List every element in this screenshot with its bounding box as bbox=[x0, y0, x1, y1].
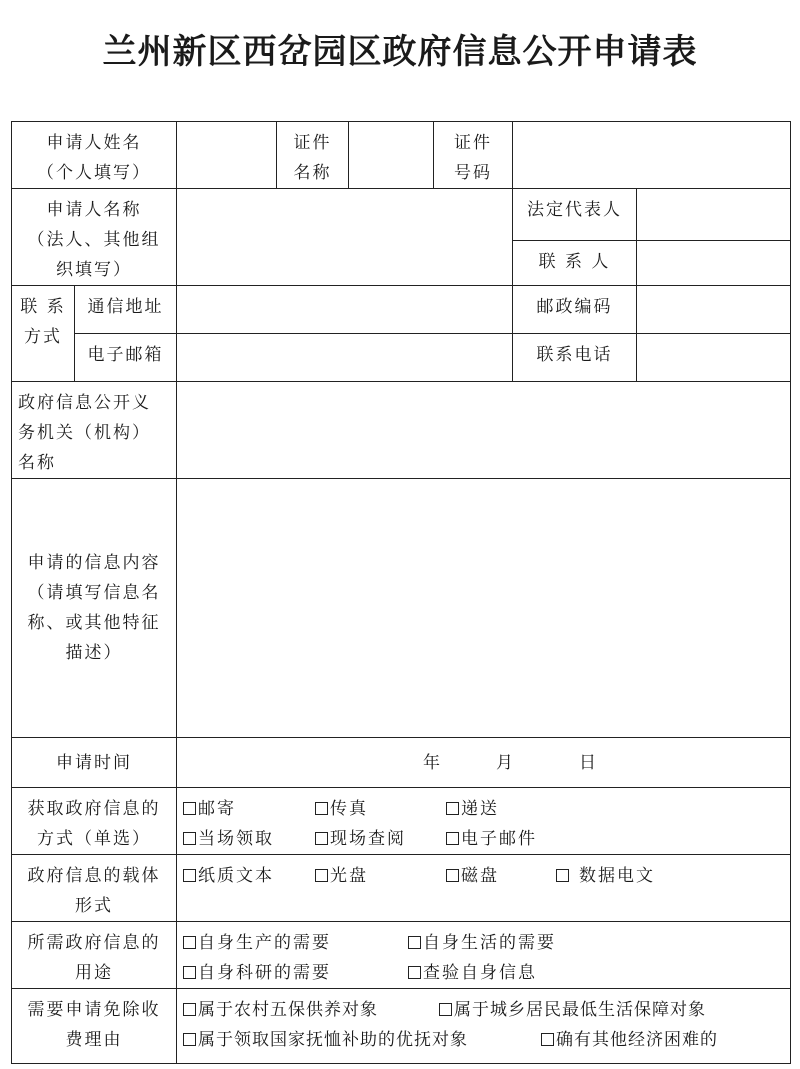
address-field[interactable] bbox=[177, 286, 513, 334]
obtain-option-mail[interactable]: 邮寄 bbox=[183, 794, 315, 824]
checkbox[interactable] bbox=[315, 802, 328, 815]
purpose-option-production[interactable]: 自身生产的需要 bbox=[183, 928, 408, 958]
apply-time-field[interactable] bbox=[177, 738, 791, 788]
purpose-label: 所需政府信息的 用途 bbox=[12, 922, 177, 989]
purpose-options bbox=[177, 922, 791, 989]
applicant-name-label: 申请人姓名 （个人填写） bbox=[12, 122, 177, 189]
checkbox[interactable] bbox=[439, 1003, 452, 1016]
carrier-option-paper[interactable]: 纸质文本 bbox=[183, 861, 315, 891]
fee-exemption-options bbox=[177, 989, 791, 1064]
carrier-form-options bbox=[177, 855, 791, 922]
carrier-option-disk[interactable]: 磁盘 bbox=[446, 861, 556, 891]
purpose-option-living[interactable]: 自身生活的需要 bbox=[408, 928, 556, 958]
obtain-method-options bbox=[177, 788, 791, 855]
contact-person-label: 联 系 人 bbox=[513, 241, 637, 286]
phone-label: 联系电话 bbox=[513, 334, 637, 382]
agency-label: 政府信息公开义 务机关（机构） 名称 bbox=[12, 382, 177, 479]
month-label: 月 bbox=[496, 752, 513, 773]
checkbox[interactable] bbox=[556, 869, 569, 882]
obtain-option-email[interactable]: 电子邮件 bbox=[446, 824, 537, 854]
id-number-field[interactable] bbox=[513, 122, 791, 189]
postcode-field[interactable] bbox=[637, 286, 791, 334]
address-label: 通信地址 bbox=[75, 286, 177, 334]
fee-exemption-label: 需要申请免除收 费理由 bbox=[12, 989, 177, 1064]
checkbox[interactable] bbox=[183, 936, 196, 949]
obtain-option-fax[interactable]: 传真 bbox=[315, 794, 446, 824]
agency-field[interactable] bbox=[177, 382, 791, 479]
apply-time-label: 申请时间 bbox=[12, 738, 177, 788]
email-label: 电子邮箱 bbox=[75, 334, 177, 382]
checkbox[interactable] bbox=[408, 966, 421, 979]
phone-field[interactable] bbox=[637, 334, 791, 382]
checkbox[interactable] bbox=[183, 869, 196, 882]
id-type-field[interactable] bbox=[349, 122, 434, 189]
year-label: 年 bbox=[423, 752, 440, 773]
checkbox[interactable] bbox=[446, 802, 459, 815]
application-form bbox=[11, 121, 791, 1064]
checkbox[interactable] bbox=[446, 869, 459, 882]
checkbox[interactable] bbox=[541, 1033, 554, 1046]
obtain-method-label: 获取政府信息的 方式（单选） bbox=[12, 788, 177, 855]
day-label: 日 bbox=[579, 752, 596, 773]
exempt-option-min-living[interactable]: 属于城乡居民最低生活保障对象 bbox=[439, 995, 706, 1025]
postcode-label: 邮政编码 bbox=[513, 286, 637, 334]
checkbox[interactable] bbox=[183, 802, 196, 815]
checkbox[interactable] bbox=[183, 832, 196, 845]
obtain-option-onsite-view[interactable]: 现场查阅 bbox=[315, 824, 446, 854]
obtain-option-deliver[interactable]: 递送 bbox=[446, 794, 499, 824]
content-field[interactable] bbox=[177, 479, 791, 738]
checkbox[interactable] bbox=[183, 1033, 196, 1046]
purpose-option-verify[interactable]: 查验自身信息 bbox=[408, 958, 537, 988]
checkbox[interactable] bbox=[408, 936, 421, 949]
legal-rep-label: 法定代表人 bbox=[513, 189, 637, 241]
carrier-option-electronic[interactable]: 数据电文 bbox=[556, 861, 655, 891]
contact-method-label: 联 系 方式 bbox=[12, 286, 75, 382]
checkbox[interactable] bbox=[183, 1003, 196, 1016]
id-number-label: 证件 号码 bbox=[434, 122, 513, 189]
purpose-option-research[interactable]: 自身科研的需要 bbox=[183, 958, 408, 988]
exempt-option-five-guarantees[interactable]: 属于农村五保供养对象 bbox=[183, 995, 439, 1025]
contact-person-field[interactable] bbox=[637, 241, 791, 286]
exempt-option-hardship[interactable]: 确有其他经济困难的 bbox=[541, 1025, 718, 1055]
content-label: 申请的信息内容 （请填写信息名 称、或其他特征 描述） bbox=[12, 479, 177, 738]
email-field[interactable] bbox=[177, 334, 513, 382]
legal-rep-field[interactable] bbox=[637, 189, 791, 241]
org-name-field[interactable] bbox=[177, 189, 513, 286]
carrier-form-label: 政府信息的载体 形式 bbox=[12, 855, 177, 922]
carrier-option-cd[interactable]: 光盘 bbox=[315, 861, 446, 891]
checkbox[interactable] bbox=[315, 832, 328, 845]
org-name-label: 申请人名称 （法人、其他组 织填写） bbox=[12, 189, 177, 286]
form-title: 兰州新区西岔园区政府信息公开申请表 bbox=[102, 32, 698, 72]
obtain-option-onsite-collect[interactable]: 当场领取 bbox=[183, 824, 315, 854]
id-type-label: 证件 名称 bbox=[277, 122, 349, 189]
checkbox[interactable] bbox=[446, 832, 459, 845]
checkbox[interactable] bbox=[183, 966, 196, 979]
applicant-name-field[interactable] bbox=[177, 122, 277, 189]
exempt-option-pension[interactable]: 属于领取国家抚恤补助的优抚对象 bbox=[183, 1025, 541, 1055]
checkbox[interactable] bbox=[315, 869, 328, 882]
